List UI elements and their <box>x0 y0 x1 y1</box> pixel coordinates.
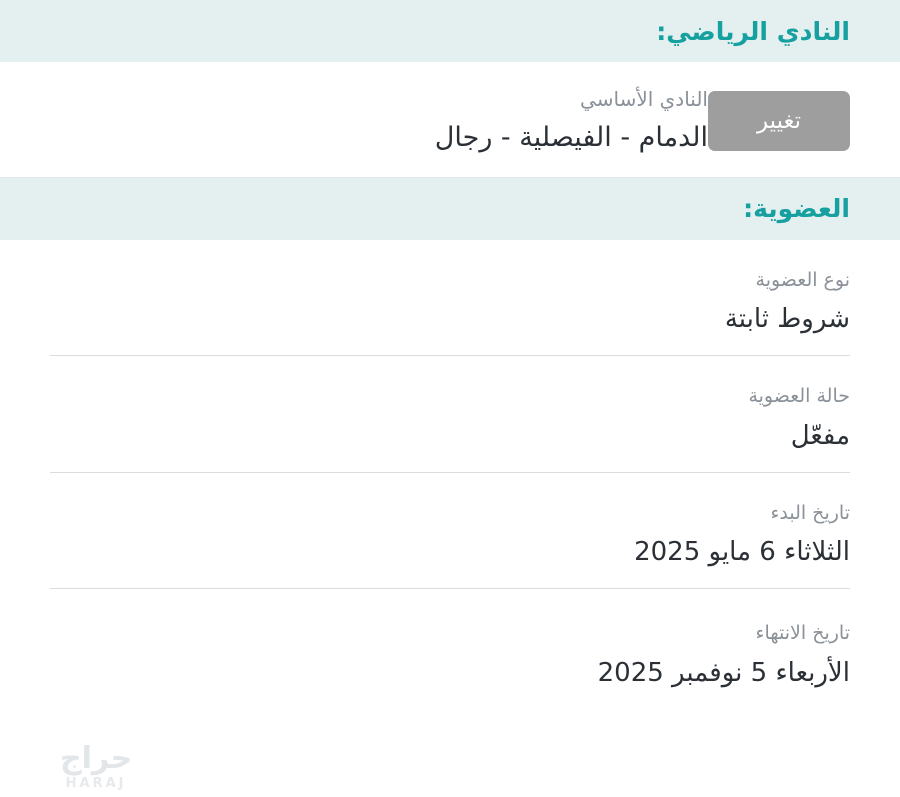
membership-type-label: نوع العضوية <box>755 268 850 291</box>
membership-type-value: شروط ثابتة <box>724 304 850 334</box>
primary-club-value: الدمام - الفيصلية - رجال <box>434 122 708 153</box>
start-date-row <box>0 473 900 589</box>
end-date-value: الأربعاء 5 نوفمبر 2025 <box>597 657 850 688</box>
site-watermark <box>60 741 132 791</box>
club-section-title: النادي الرياضي: <box>656 16 850 46</box>
end-date-row <box>0 589 900 709</box>
club-section-header <box>0 0 900 62</box>
membership-type-row <box>0 240 900 356</box>
primary-club-label: النادي الأساسي <box>580 87 708 111</box>
watermark-subtext: HARAJ <box>65 776 127 791</box>
primary-club-texts <box>50 84 708 159</box>
start-date-value: الثلاثاء 6 مايو 2025 <box>634 537 850 567</box>
end-date-label: تاريخ الانتهاء <box>755 622 850 644</box>
membership-status-label: حالة العضوية <box>748 385 850 407</box>
membership-status-row <box>0 356 900 472</box>
membership-section-header <box>0 178 900 240</box>
membership-status-value: مفعّل <box>790 420 850 451</box>
change-club-button[interactable]: تغيير <box>708 91 850 151</box>
watermark-text: حراج <box>60 741 133 776</box>
membership-section-title: العضوية: <box>743 194 850 223</box>
start-date-label: تاريخ البدء <box>770 501 850 524</box>
primary-club-row <box>0 62 900 177</box>
